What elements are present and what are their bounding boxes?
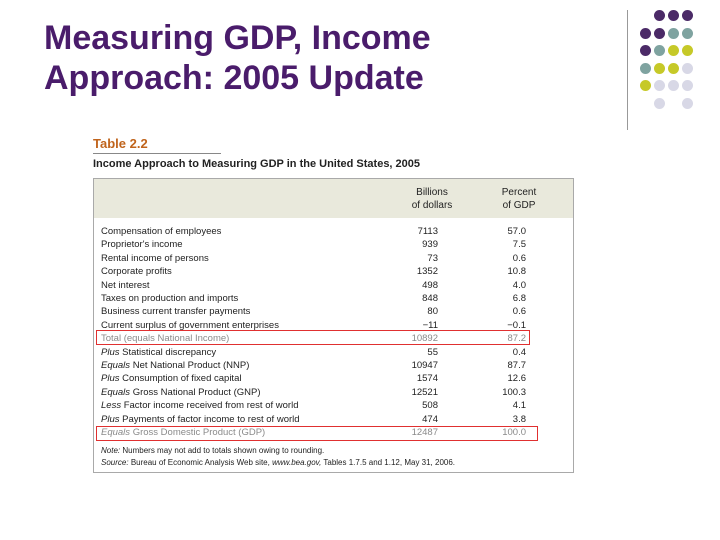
row-percent: 100.3 [502,386,526,398]
table-row [101,359,571,372]
row-percent: 0.4 [512,346,526,358]
table-row [101,225,571,238]
table-row [101,386,571,399]
table-row [101,292,571,305]
row-label: Plus Payments of factor income to rest of world [101,413,300,425]
row-value: 1574 [416,373,438,385]
row-value: 474 [422,413,438,425]
row-label: Business current transfer payments [101,306,251,318]
decor-dot [668,63,679,74]
decor-dot [654,45,665,56]
row-label: Corporate profits [101,266,172,278]
row-percent: 7.5 [512,239,526,251]
row-percent: 0.6 [512,252,526,264]
decor-dot [682,80,693,91]
row-value: −11 [422,319,438,331]
title-line-1: Measuring GDP, Income [44,19,431,57]
row-value: 939 [422,239,438,251]
row-label: Proprietor's income [101,239,183,251]
row-value: 12487 [411,427,438,438]
row-value: 7113 [417,226,438,237]
table-row [101,305,571,318]
table-label-rule [93,153,221,154]
header-billions: Billions of dollars [411,187,453,211]
decor-dot [682,63,693,74]
row-percent: 87.7 [507,360,526,371]
row-percent: 10.8 [507,266,526,278]
row-label: Taxes on production and imports [101,293,239,304]
row-label: Equals Gross National Product (GNP) [101,386,261,398]
decor-dot [668,10,679,21]
decor-dot [654,63,665,74]
decor-dot [668,45,679,56]
table-source: Source: Bureau of Economic Analysis Web site, www.bea.gov, Tables 1.7.5 and 1.12, May 31, 2006. [101,458,456,467]
row-label: Plus Statistical discrepancy [101,346,217,358]
decor-dot [668,80,679,91]
table-row [101,399,571,412]
decor-dot [640,80,651,91]
row-value: 1352 [416,266,438,278]
row-label: Compensation of employees [101,226,222,237]
row-percent: 57.0 [507,226,526,237]
row-label: Total (equals National Income) [101,333,230,345]
table-caption: Income Approach to Measuring GDP in the United States, 2005 [93,158,421,170]
decor-dot [654,80,665,91]
table-row [101,372,571,385]
decor-dot [654,10,665,21]
title-line-2: Approach: 2005 Update [44,59,424,97]
decor-dot [640,28,651,39]
row-label: Rental income of persons [101,252,209,264]
decor-dot [682,28,693,39]
highlight-national-income [96,330,530,345]
table-row [101,413,571,426]
row-label: Less Factor income received from rest of world [101,400,299,412]
slide-title [44,18,564,98]
row-percent: 6.8 [512,293,526,304]
decor-dot [640,63,651,74]
row-label: Net interest [101,279,150,291]
decor-dot [654,28,665,39]
decor-dot [682,45,693,56]
decor-dot-grid [640,10,700,118]
gdp-table [93,178,574,473]
row-percent: 3.8 [512,413,526,425]
decor-dot [640,45,651,56]
row-value: 498 [422,279,438,291]
decor-dot [668,28,679,39]
row-percent: −0.1 [507,319,526,331]
row-percent: 0.6 [512,306,526,318]
row-value: 848 [422,293,438,304]
row-value: 10892 [411,333,438,345]
row-percent: 100.0 [502,427,526,438]
row-percent: 4.1 [512,400,526,412]
highlight-gdp [96,426,538,441]
row-value: 10947 [411,360,438,371]
row-label: Equals Net National Product (NNP) [101,360,250,371]
header-percent: Percent of GDP [501,187,537,211]
row-percent: 87.2 [507,333,526,345]
table-header [94,179,573,218]
decor-dot [682,98,693,109]
row-value: 12521 [411,386,438,398]
table-note: Note: Numbers may not add to totals shown owing to rounding. [101,446,325,455]
row-value: 73 [427,252,438,264]
decor-dot [682,10,693,21]
row-percent: 12.6 [507,373,526,385]
row-percent: 4.0 [512,279,526,291]
row-value: 80 [427,306,438,318]
table-row [101,238,571,251]
table-row [101,252,571,265]
table-label: Table 2.2 [93,136,148,151]
table-row [101,279,571,292]
decor-divider [627,10,628,130]
row-value: 55 [427,346,438,358]
row-label: Plus Consumption of fixed capital [101,373,242,385]
row-value: 508 [422,400,438,412]
table-row [101,265,571,278]
table-row [101,346,571,359]
row-label: Equals Gross Domestic Product (GDP) [101,427,266,438]
row-label: Current surplus of government enterprises [101,319,279,331]
decor-dot [654,98,665,109]
